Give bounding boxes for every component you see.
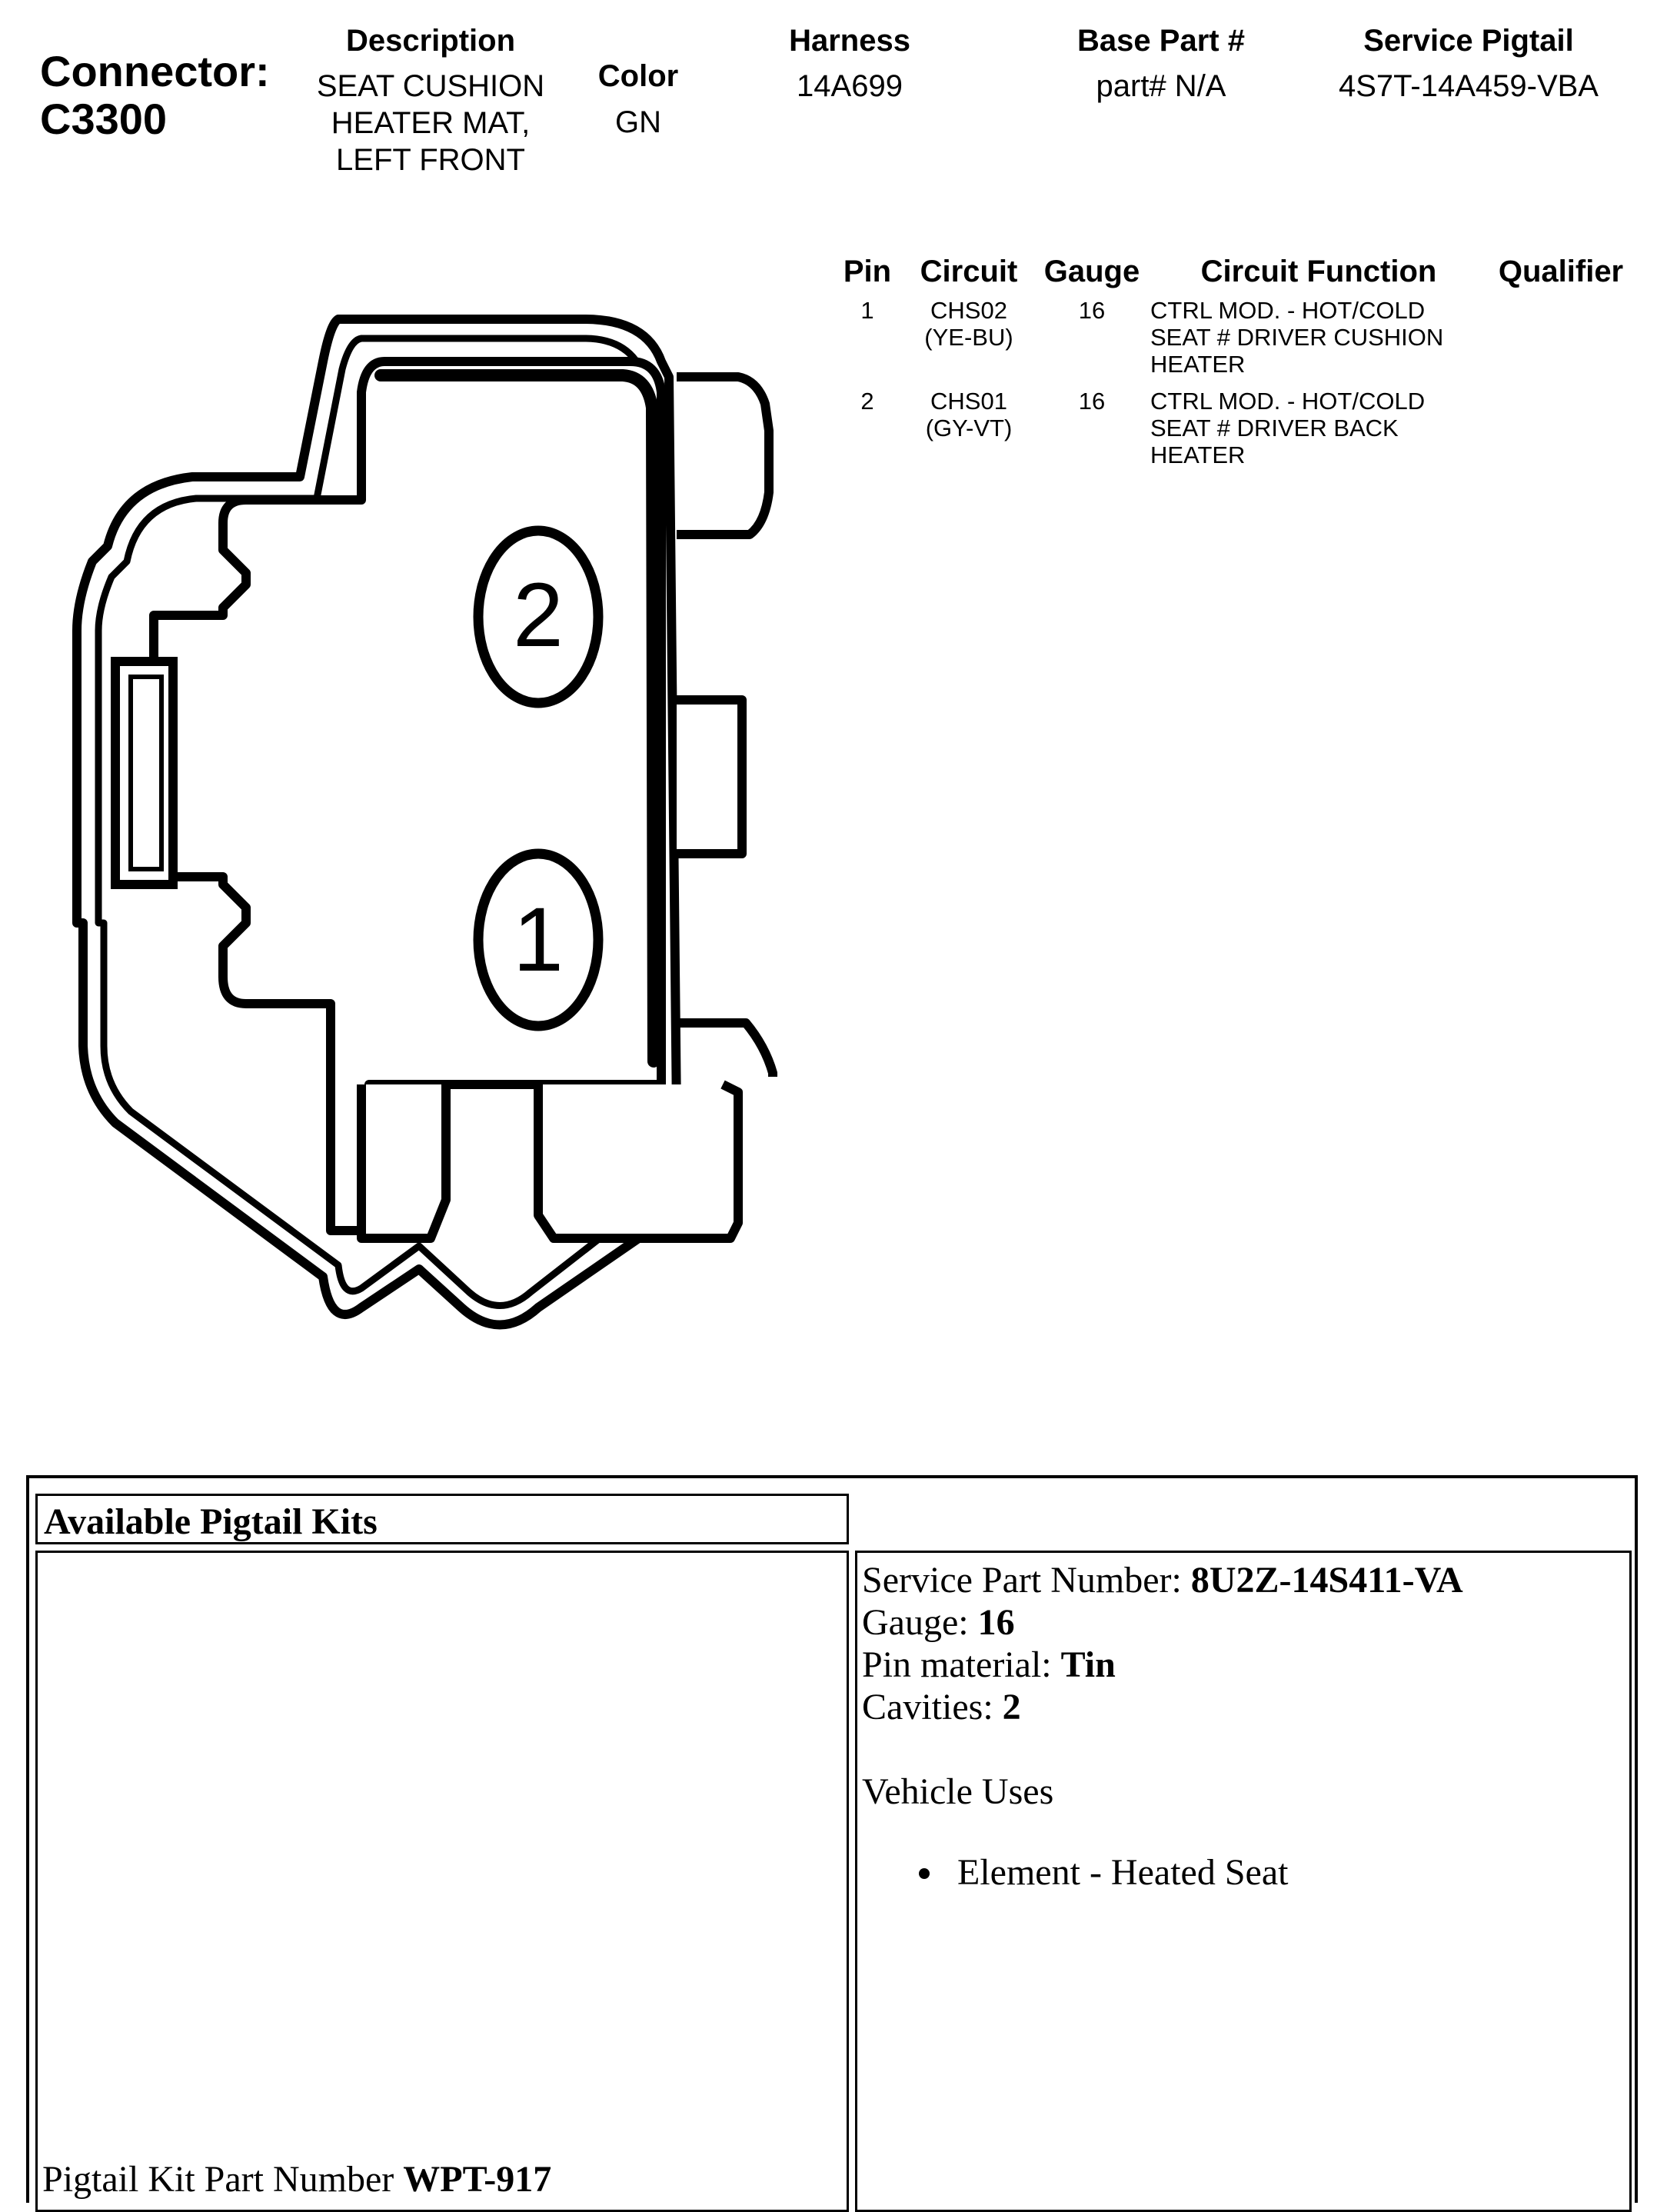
circuit-color: (YE-BU)	[924, 324, 1013, 351]
kit-gauge-value: 16	[977, 1602, 1015, 1643]
description-line: LEFT FRONT	[336, 143, 525, 177]
pin-material-value: Tin	[1060, 1644, 1116, 1685]
cavities-value: 2	[1002, 1687, 1021, 1727]
table-row	[837, 297, 1652, 381]
col-pin-header: Pin	[843, 255, 892, 288]
col-qualifier-header: Qualifier	[1498, 255, 1624, 288]
connector-label: Connector:	[40, 47, 270, 95]
base-part-value: part# N/A	[1096, 69, 1226, 103]
color-header: Color	[597, 59, 679, 93]
service-pigtail-header: Service Pigtail	[1363, 24, 1574, 58]
vehicle-uses-list	[957, 1851, 1625, 1894]
col-circuit-header: Circuit	[920, 255, 1018, 288]
cavities	[862, 1686, 1625, 1728]
col-function-header: Circuit Function	[1200, 255, 1437, 288]
function-line: SEAT # DRIVER BACK	[1150, 415, 1399, 441]
gauge: 16	[1078, 388, 1106, 415]
description-line: HEATER MAT,	[331, 106, 531, 140]
cavities-label: Cavities:	[862, 1687, 1003, 1727]
kits-title-cell	[35, 1494, 849, 1544]
function-line: HEATER	[1150, 441, 1246, 468]
connector-id: C3300	[40, 95, 168, 143]
foot-bottom-right	[538, 1084, 738, 1238]
harness-header: Harness	[789, 24, 910, 58]
harness-value: 14A699	[797, 69, 903, 103]
description-value	[292, 68, 569, 178]
circuit-function	[1150, 388, 1504, 468]
connector-face-diagram	[0, 292, 815, 1369]
pin-number: 2	[860, 388, 874, 415]
key-tab-right-top	[677, 377, 769, 535]
function-line: CTRL MOD. - HOT/COLD	[1150, 388, 1426, 415]
pin-material	[862, 1644, 1625, 1686]
description-line: SEAT CUSHION	[316, 69, 545, 103]
circuit-function	[1150, 297, 1504, 378]
kit-image-cell	[35, 1551, 849, 2212]
circuit-id: CHS02	[930, 297, 1007, 324]
function-line: CTRL MOD. - HOT/COLD	[1150, 297, 1426, 324]
kit-part-label: Pigtail Kit Part Number	[42, 2159, 404, 2200]
cavity-2-label: 2	[513, 565, 564, 666]
key-tab-right-bottom	[677, 1023, 773, 1077]
service-part-number	[862, 1559, 1625, 1601]
service-pigtail-value: 4S7T-14A459-VBA	[1339, 69, 1599, 103]
foot-bottom-left	[361, 1084, 446, 1238]
pigtail-kits-panel	[26, 1475, 1638, 2203]
kits-title: Available Pigtail Kits	[44, 1501, 378, 1542]
pin-number: 1	[860, 297, 874, 324]
kit-gauge-label: Gauge:	[862, 1602, 978, 1643]
key-tab-right-middle	[677, 700, 742, 854]
pin-material-label: Pin material:	[862, 1644, 1061, 1685]
description-header: Description	[345, 24, 516, 58]
function-line: HEATER	[1150, 351, 1246, 378]
circuit-id: CHS01	[930, 388, 1007, 415]
cavity-1-label: 1	[513, 889, 564, 991]
kit-part-number	[42, 2158, 551, 2200]
latch-tab-left	[115, 661, 173, 884]
vehicle-uses-heading: Vehicle Uses	[862, 1771, 1054, 1812]
kit-details-cell	[855, 1551, 1632, 2212]
gauge: 16	[1078, 297, 1106, 324]
service-part-label: Service Part Number:	[862, 1560, 1191, 1601]
kit-part-value: WPT-917	[403, 2159, 552, 2200]
service-part-value: 8U2Z-14S411-VA	[1190, 1560, 1463, 1601]
color-value: GN	[615, 105, 661, 139]
bullet-icon	[919, 1868, 930, 1879]
table-row	[837, 388, 1652, 472]
vehicle-use-label: Element - Heated Seat	[957, 1852, 1289, 1893]
base-part-header: Base Part #	[1077, 24, 1245, 58]
circuit-color: (GY-VT)	[925, 415, 1013, 441]
kit-gauge	[862, 1601, 1625, 1644]
list-item	[957, 1851, 1625, 1894]
col-gauge-header: Gauge	[1043, 255, 1140, 288]
function-line: SEAT # DRIVER CUSHION	[1150, 324, 1444, 351]
